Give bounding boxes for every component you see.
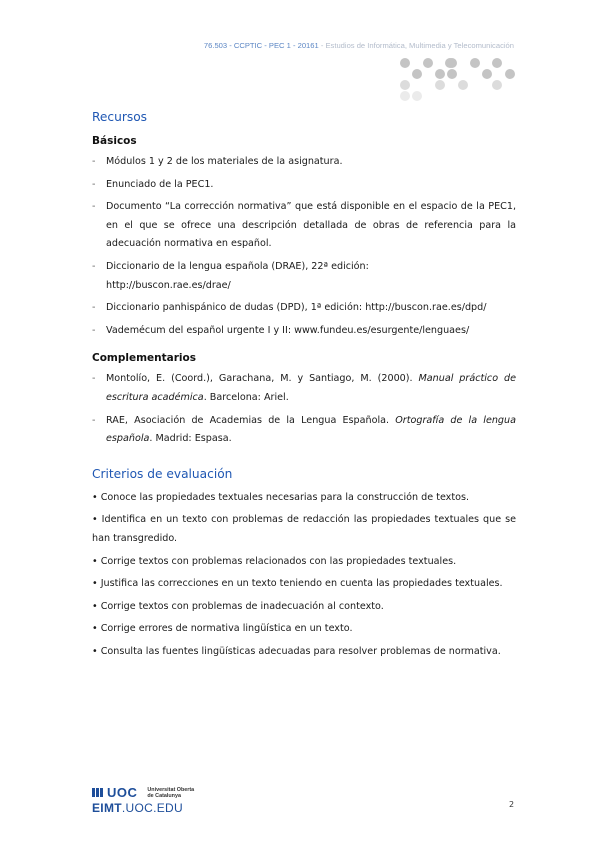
list-item: • Corrige errores de normativa lingüística en un texto. xyxy=(92,623,353,635)
list-item: - Enunciado de la PEC1. xyxy=(92,176,516,195)
eimt-domain: .UOC.EDU xyxy=(121,801,183,815)
page-header xyxy=(204,41,514,50)
list-item: • Consulta las fuentes lingüísticas adecuadas para resolver problemas de normativa. xyxy=(92,645,501,657)
complementarios-heading: Complementarios xyxy=(92,352,196,365)
page-number: 2 xyxy=(509,800,515,809)
eimt-bold: EIMT xyxy=(92,801,122,815)
decorative-dots-graphic xyxy=(400,56,518,104)
ref-title: Manual práctico de escritura académica xyxy=(106,373,516,403)
list-item: - Diccionario panhispánico de dudas (DPD), 1ª edición: http://buscon.rae.es/dpd/ xyxy=(92,299,516,318)
basicos-list xyxy=(92,153,516,340)
list-item: • Identifica en un texto con problemas de redacción las propiedades textuales que se han transgredido. xyxy=(92,514,516,544)
list-item: - Diccionario de la lengua española (DRAE), 22ª edición: http://buscon.rae.es/drae/ xyxy=(92,258,516,295)
ref-publisher: . Madrid: Espasa. xyxy=(149,433,232,445)
ref-authors: RAE, Asociación de Academias de la Lengua Española. xyxy=(106,414,396,426)
list-item: • Corrige textos con problemas relacionados con las propiedades textuales. xyxy=(92,555,457,567)
list-item: • Conoce las propiedades textuales necesarias para la construcción de textos. xyxy=(92,491,470,503)
criterios-heading: Criterios de evaluación xyxy=(92,466,233,481)
uoc-logo xyxy=(92,785,212,819)
eimt-url xyxy=(92,801,212,815)
ref-title: Ortografía de la lengua española xyxy=(106,414,516,445)
studies-name: Estudios de Informática, Multimedia y Telecomunicación xyxy=(325,41,514,50)
basicos-heading: Básicos xyxy=(92,135,137,147)
course-code: 76.503 - CCPTIC - PEC 1 - 20161 xyxy=(203,41,319,50)
list-item xyxy=(92,412,516,449)
ref-authors: Montolío, E. (Coord.), Garachana, M. y Santiago, M. (2000). xyxy=(106,373,419,385)
uoc-mark-icon xyxy=(92,788,103,797)
list-item: • Corrige textos con problemas de inadecuación al contexto. xyxy=(92,600,384,612)
main-content xyxy=(92,110,516,665)
ref-publisher: . Barcelona: Ariel. xyxy=(203,391,289,403)
uoc-name-line1: Universitat Oberta xyxy=(147,786,195,793)
uoc-wordmark: UOC xyxy=(107,785,138,800)
list-item: - Módulos 1 y 2 de los materiales de la asignatura. xyxy=(92,153,516,172)
uoc-name-line2: de Catalunya xyxy=(147,792,181,799)
criterios-list xyxy=(92,489,516,662)
uoc-fullname xyxy=(147,787,194,799)
list-item xyxy=(92,370,516,407)
header-separator: - xyxy=(318,41,326,50)
list-item: • Justifica las correcciones en un texto teniendo en cuenta las propiedades textuales. xyxy=(92,578,503,590)
list-item: - Vademécum del español urgente I y II: www.fundeu.es/esurgente/lenguaes/ xyxy=(92,322,516,341)
recursos-heading: Recursos xyxy=(92,110,148,124)
list-item: - Documento “La corrección normativa” que está disponible en el espacio de la PEC1, en el que se ofrece una descripción detallada de obras de referencia para la adecuación normativa en español. xyxy=(92,198,516,254)
complementarios-list xyxy=(92,370,516,448)
